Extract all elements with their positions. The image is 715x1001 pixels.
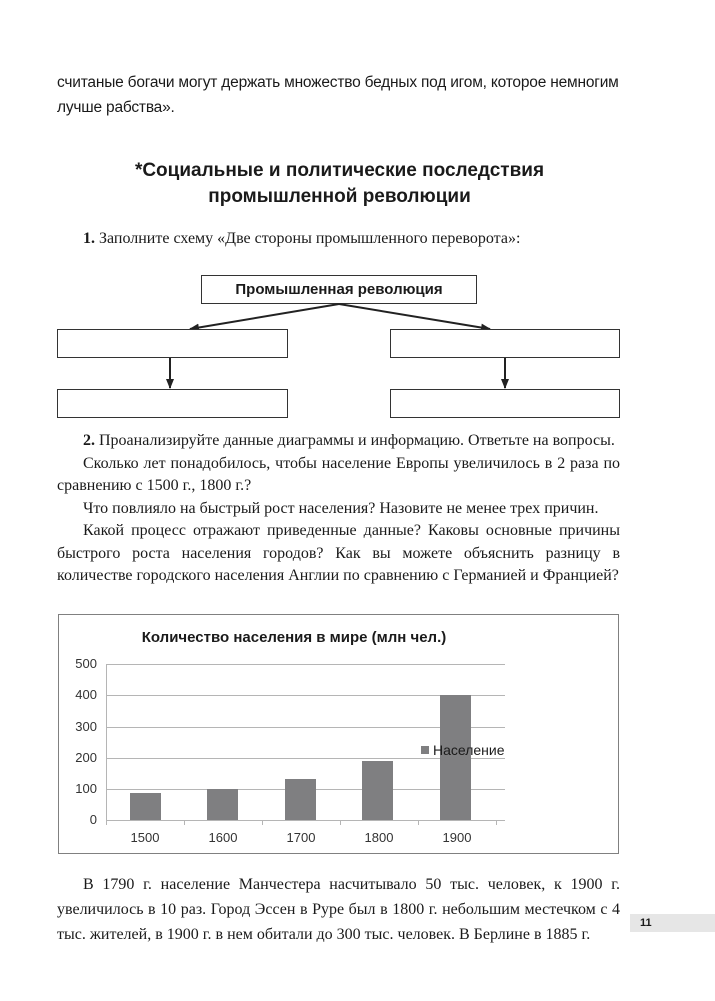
- task-1-text: Заполните схему «Две стороны промышленного переворота»:: [95, 230, 521, 247]
- x-tick-mark: [262, 820, 263, 825]
- task-2-line-4: Какой процесс отражают приведенные данные? Каковы основные причины быстрого роста населения городов? Как вы можете объяснить разницу в количестве городского населения Англии по сравнению с Германией и Францией?: [57, 522, 620, 584]
- task-2-text: Проанализируйте данные диаграммы и информацию. Ответьте на вопросы.: [95, 432, 615, 449]
- y-tick: 0: [89, 812, 97, 827]
- population-chart: [58, 614, 619, 854]
- section-title-line1: *Социальные и политические последствия: [134, 160, 545, 181]
- diagram-right-box-2[interactable]: [390, 389, 620, 418]
- y-tick: 100: [75, 781, 97, 796]
- bar-1500: [130, 793, 161, 820]
- bar-1700: [285, 779, 316, 820]
- diagram-left-box-1[interactable]: [57, 329, 288, 358]
- task-2-line-2: Сколько лет понадобилось, чтобы население Европы увеличилось в 2 раза по сравнению с 1500 г., 1800 г.?: [57, 454, 620, 494]
- x-tick-label: 1800: [364, 830, 394, 845]
- y-axis: [106, 664, 107, 822]
- x-tick-label: 1500: [130, 830, 160, 845]
- gridline-500: [107, 664, 505, 665]
- y-tick: 300: [75, 719, 97, 734]
- legend-label: Население: [433, 742, 505, 758]
- gridline-0: [107, 820, 505, 821]
- x-tick-label: 1700: [286, 830, 316, 845]
- y-tick: 400: [75, 687, 97, 702]
- task-2-line-1: [57, 430, 620, 453]
- y-tick: 200: [75, 750, 97, 765]
- legend-swatch-icon: [421, 746, 429, 754]
- chart-title: Количество населения в мире (млн чел.): [141, 629, 447, 646]
- bar-1800: [362, 761, 393, 820]
- x-tick-mark: [496, 820, 497, 825]
- x-tick-mark: [418, 820, 419, 825]
- x-tick-mark: [340, 820, 341, 825]
- bar-1600: [207, 789, 238, 820]
- diagram-arrows: [0, 0, 715, 440]
- task-2-line-3: Что повлияло на быстрый рост населения? Назовите не менее трех причин.: [83, 499, 599, 517]
- chart-legend: [421, 742, 505, 758]
- task-2-number: 2.: [83, 432, 95, 449]
- diagram-top-label: Промышленная революция: [235, 281, 443, 298]
- x-tick-mark: [106, 820, 107, 825]
- body-paragraph-text: В 1790 г. население Манчестера насчитывало 50 тыс. человек, к 1900 г. увеличилось в 10 раз. Город Эссен в Руре был в 1800 г. небольшим местечком с 4 тыс. жителей, в 1900 г. в нем обитали до 300 тыс. человек. В Берлине в 1885 г.: [57, 876, 620, 943]
- intro-paragraph: считаные богачи могут держать множество бедных под игом, которое немногим лучше рабства».: [57, 74, 619, 116]
- task-2: [57, 430, 620, 588]
- section-title-line2: промышленной революции: [208, 186, 471, 207]
- diagram-right-box-1[interactable]: [390, 329, 620, 358]
- body-paragraph: [57, 872, 620, 947]
- x-tick-label: 1600: [208, 830, 238, 845]
- task-1-number: 1.: [83, 230, 95, 247]
- x-tick-mark: [184, 820, 185, 825]
- y-tick: 500: [75, 656, 97, 671]
- x-tick-label: 1900: [442, 830, 472, 845]
- diagram-left-box-2[interactable]: [57, 389, 288, 418]
- page-number: 11: [630, 914, 715, 932]
